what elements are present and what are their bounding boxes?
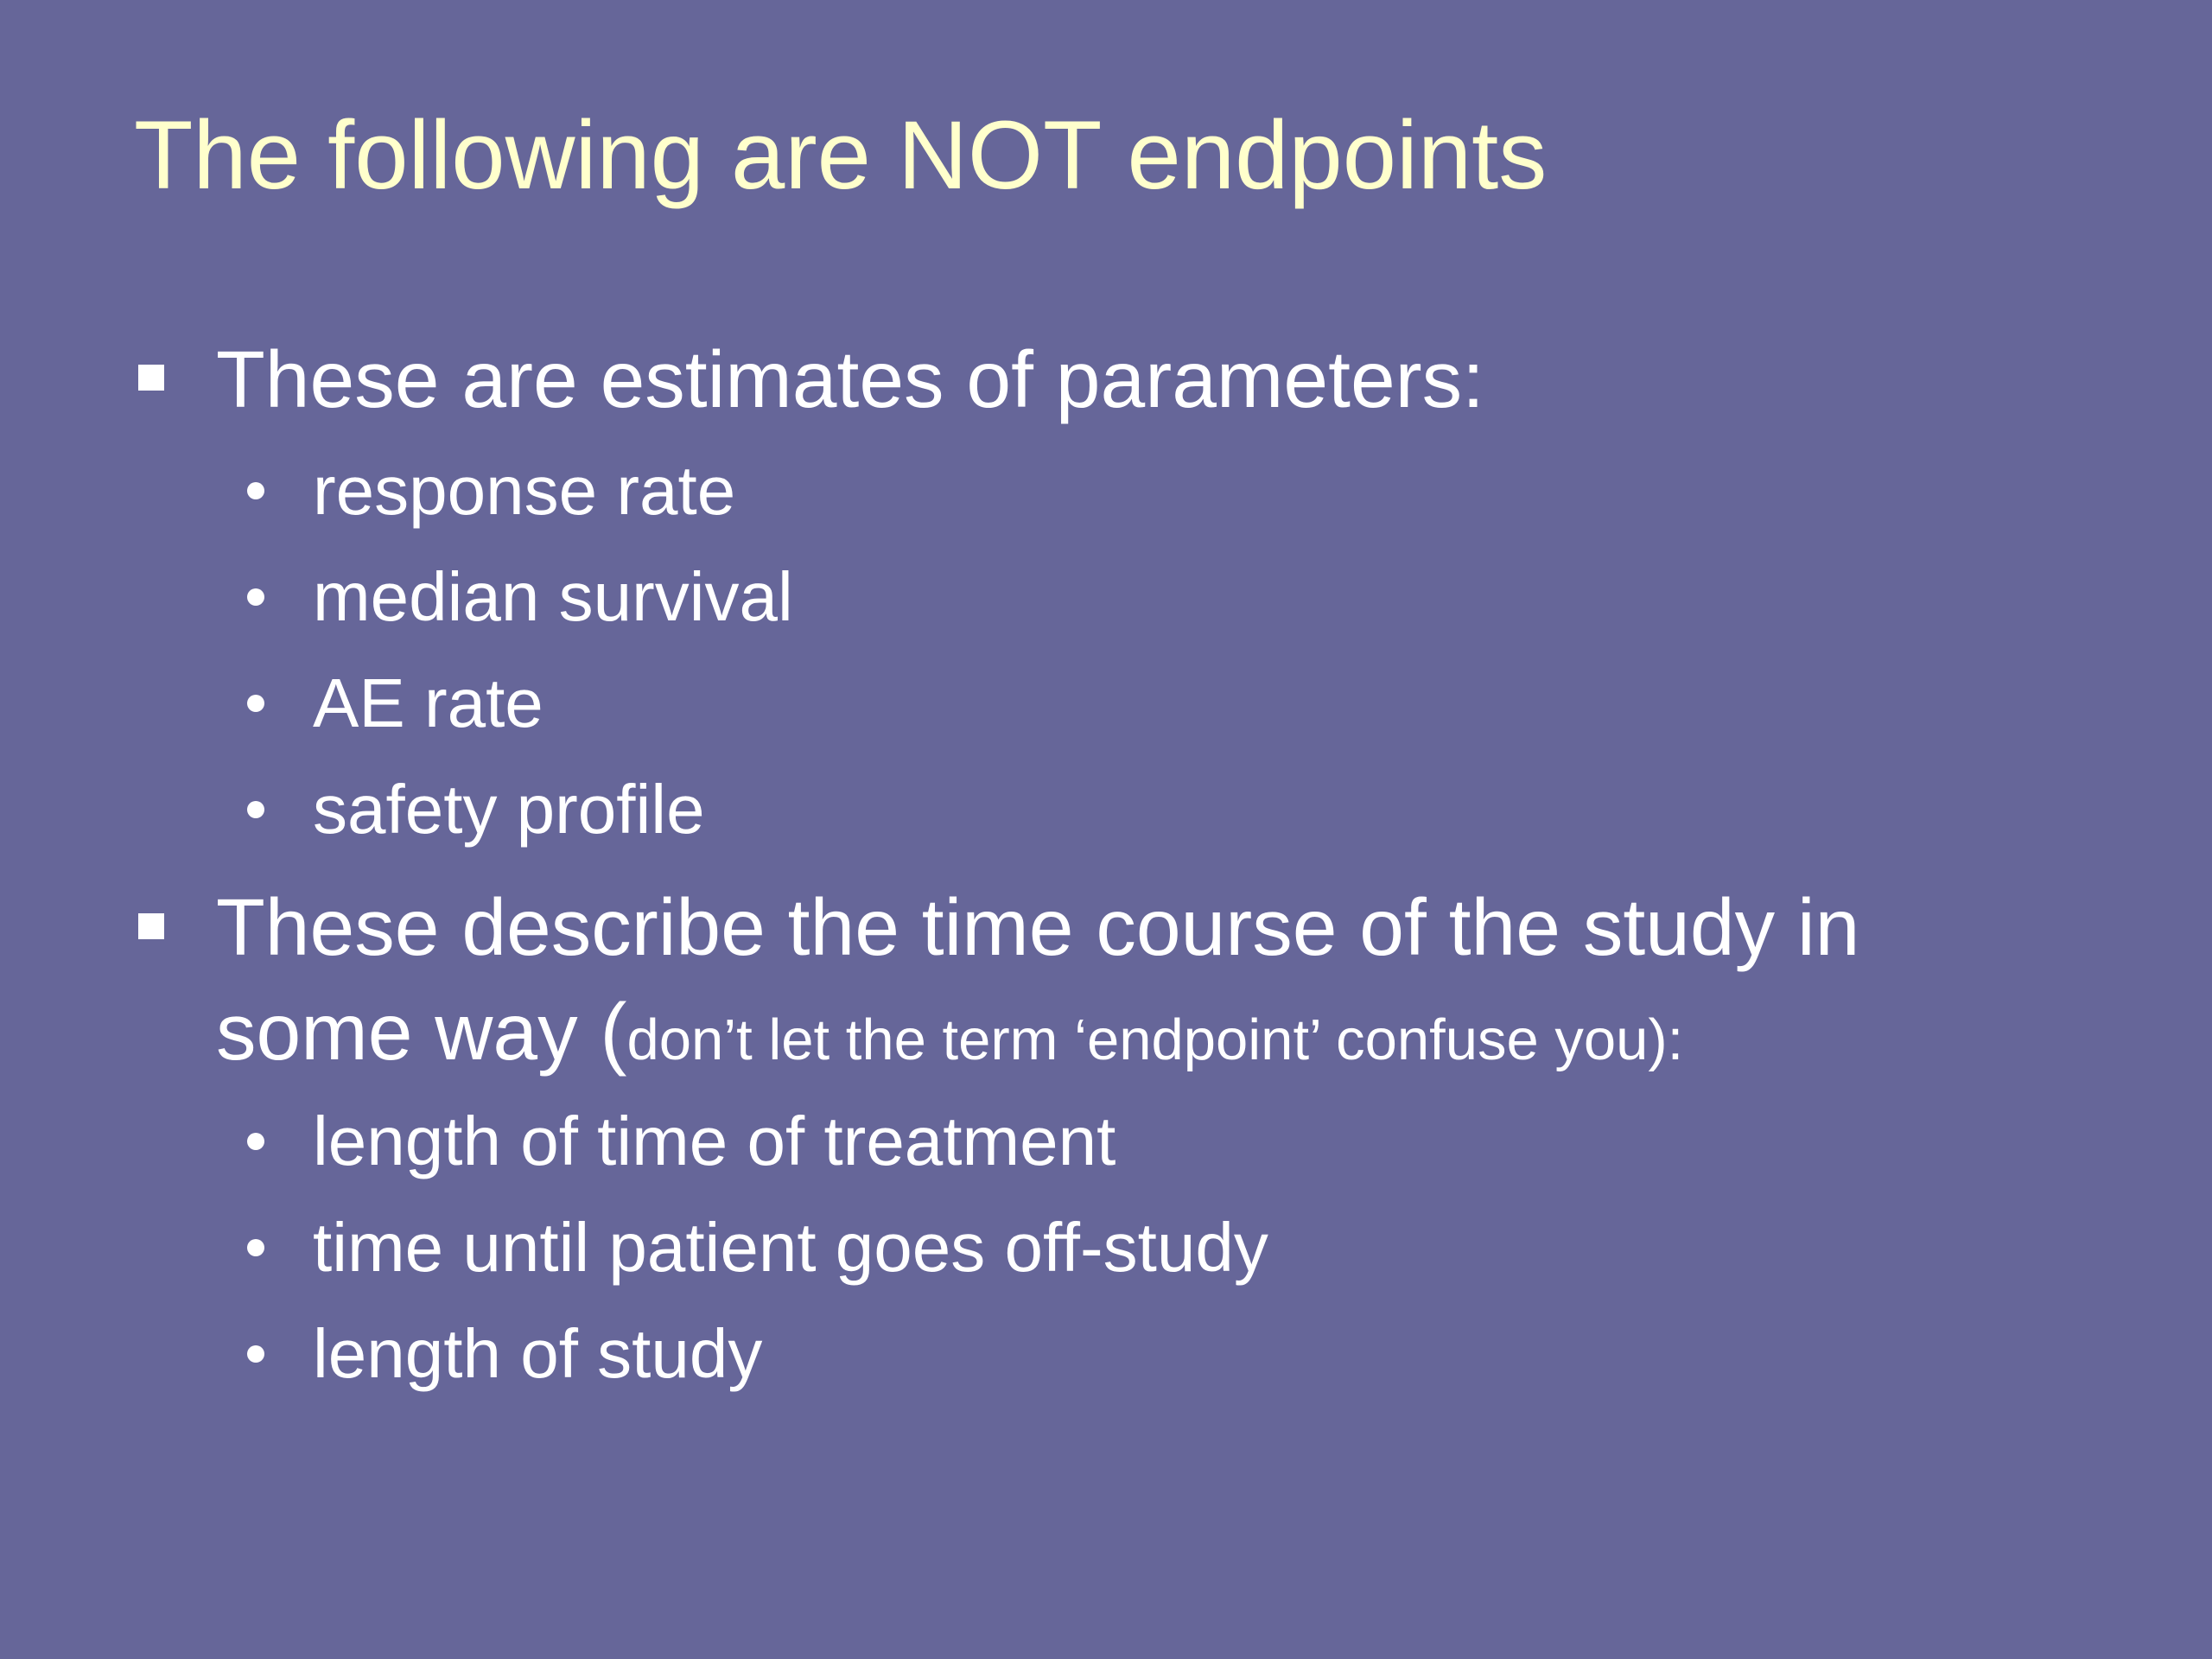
subitem-time-until-off-study: time until patient goes off-study <box>313 1209 1268 1286</box>
slide-title: The following are NOT endpoints <box>134 101 1548 209</box>
round-bullet-icon <box>247 1239 264 1256</box>
subitem-median-survival: median survival <box>313 558 793 635</box>
round-bullet-icon <box>247 1345 264 1363</box>
square-bullet-icon <box>138 913 164 939</box>
bullet-time-course-line1: These describe the time course of the study in <box>216 882 1860 972</box>
bullet-estimates-text: These are estimates of parameters: <box>216 334 1484 424</box>
subitem-length-of-study: length of study <box>313 1315 763 1392</box>
bullet-time-course-line2 <box>216 979 1683 1093</box>
subitem-safety-profile: safety profile <box>313 771 705 848</box>
round-bullet-icon <box>247 695 264 712</box>
subitem-ae-rate: AE rate <box>313 664 543 741</box>
round-bullet-icon <box>247 801 264 818</box>
bullet-time-course-main: some way ( <box>216 987 627 1077</box>
subitem-response-rate: response rate <box>313 452 736 529</box>
round-bullet-icon <box>247 482 264 499</box>
round-bullet-icon <box>247 588 264 606</box>
bullet-time-course-aside: don’t let the term ‘endpoint’ confuse you): <box>626 1007 1684 1072</box>
square-bullet-icon <box>138 365 164 391</box>
round-bullet-icon <box>247 1133 264 1150</box>
subitem-length-of-treatment: length of time of treatment <box>313 1103 1116 1179</box>
